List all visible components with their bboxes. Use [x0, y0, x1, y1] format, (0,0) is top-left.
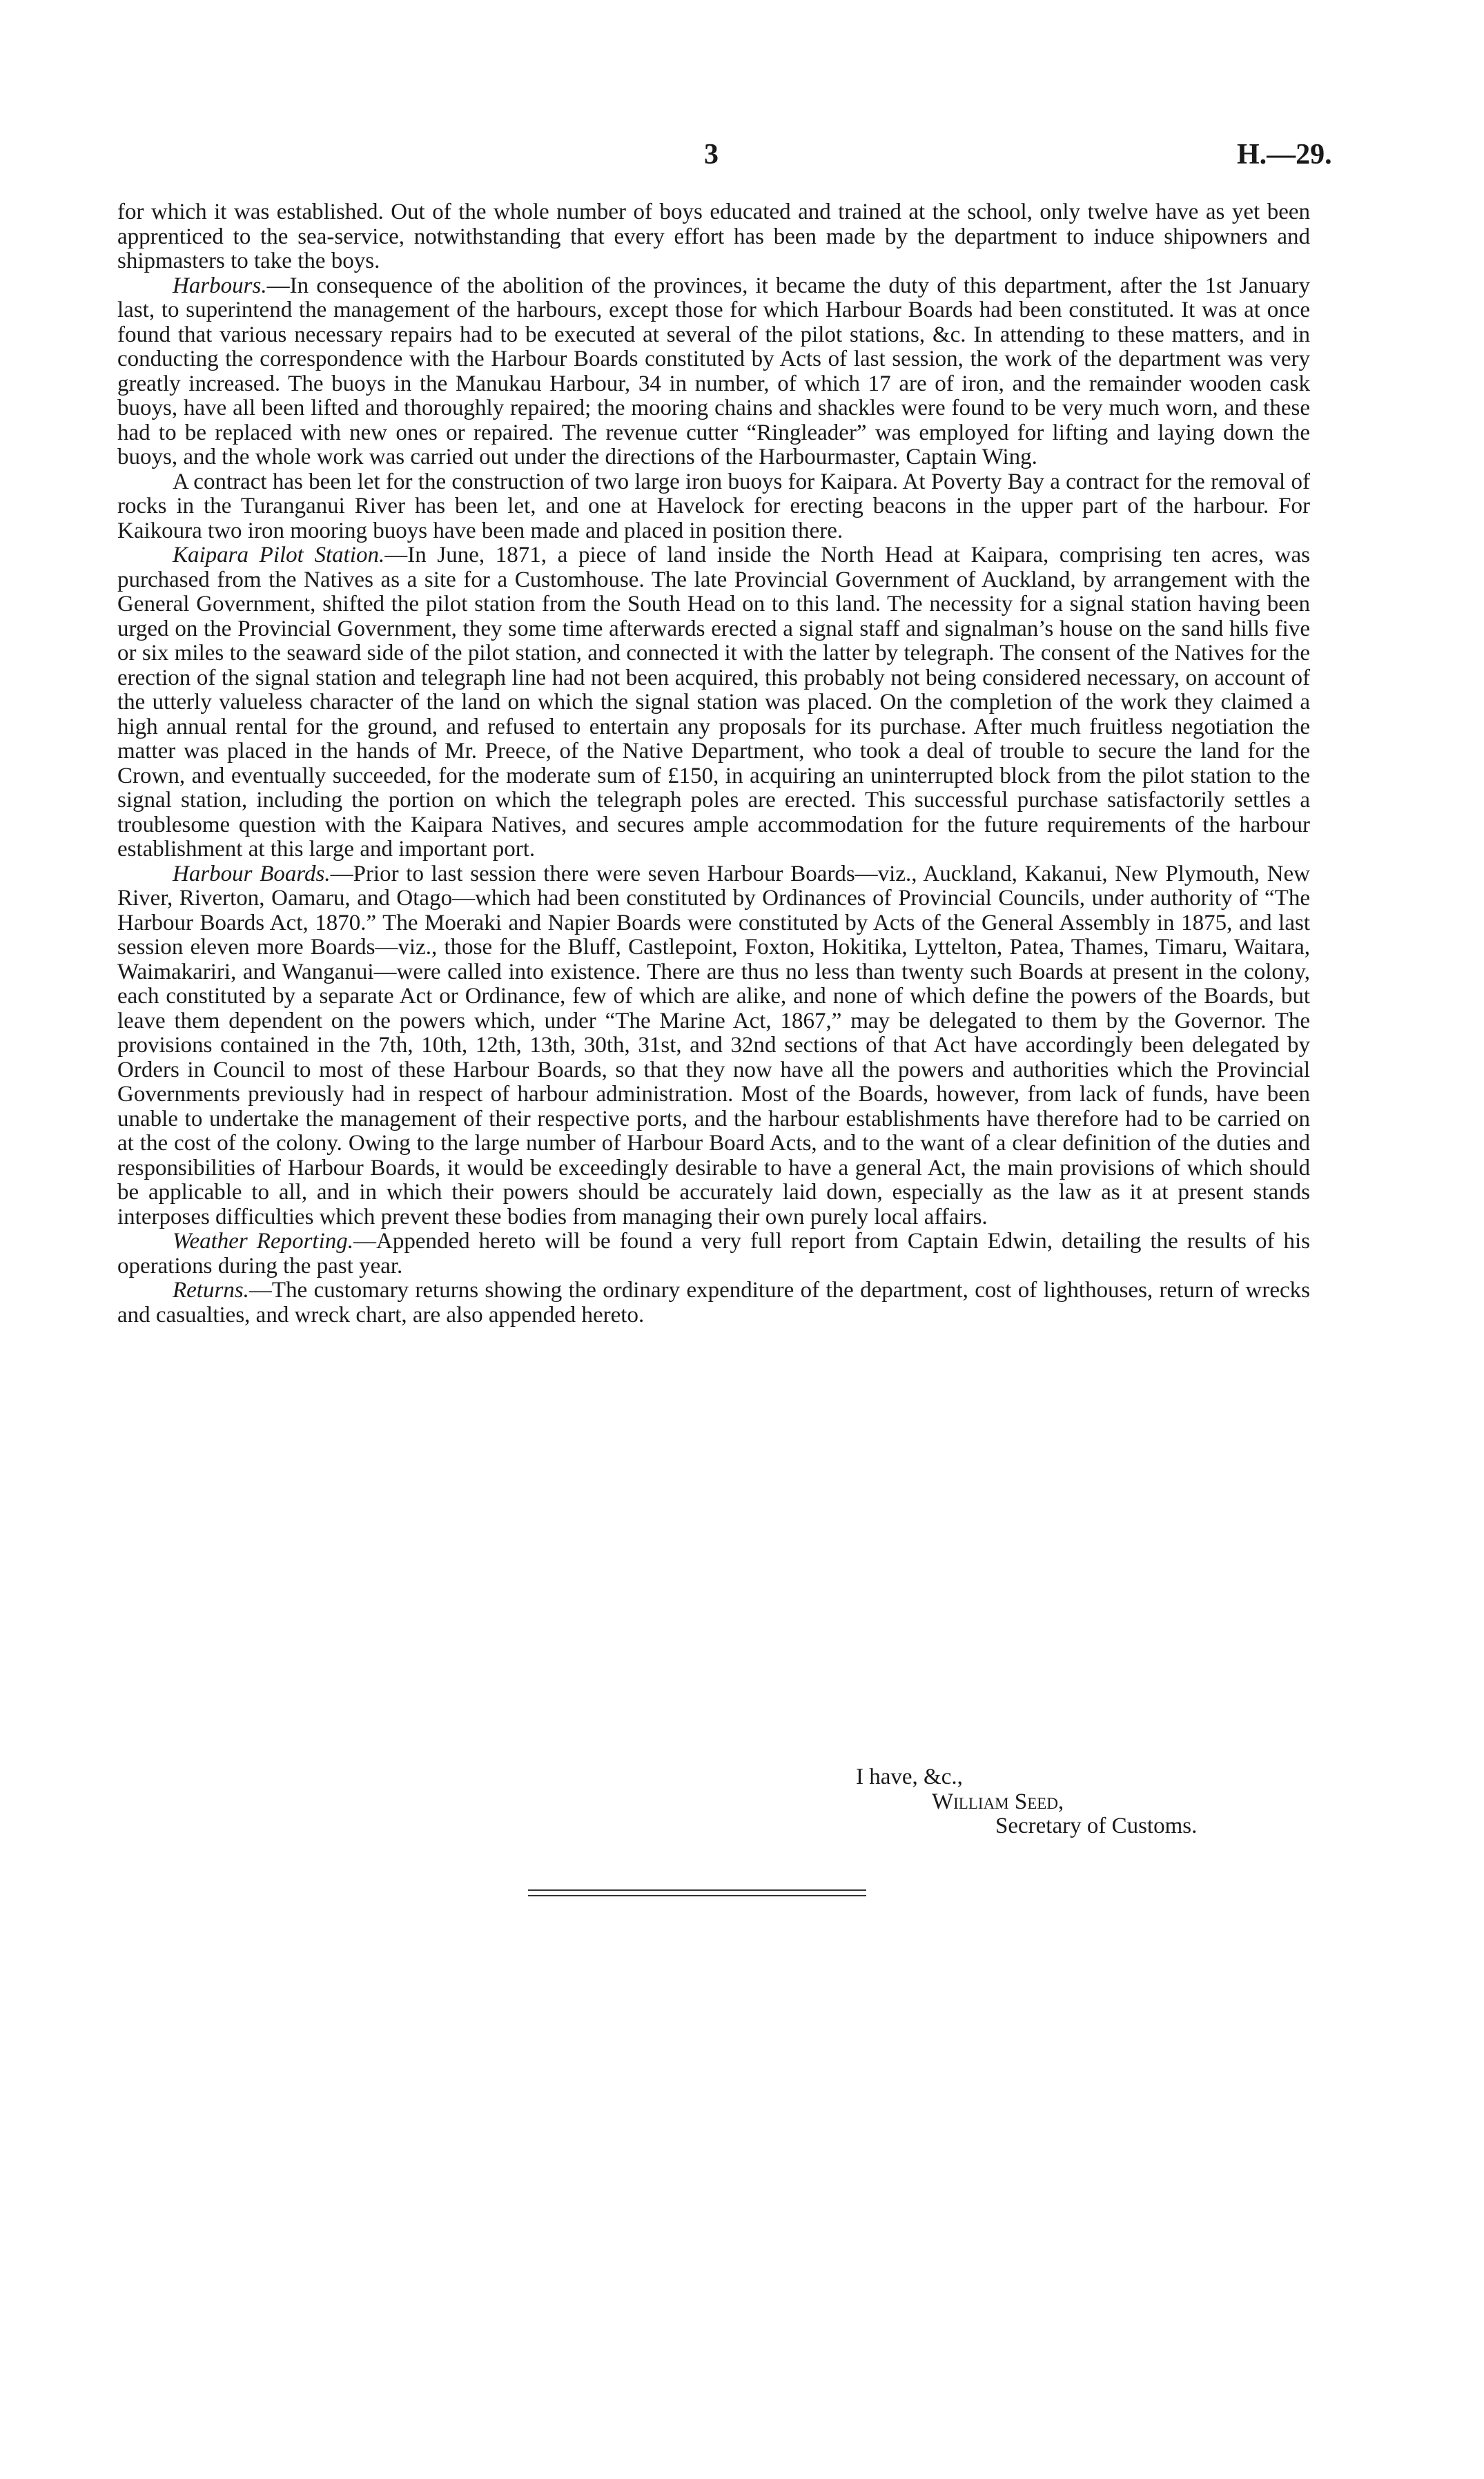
section-heading-kaipara-pilot-station: Kaipara Pilot Station.	[173, 543, 385, 567]
paragraph-text: —In consequence of the abolition of the provinces, it became the duty of this department, after the 1st January last, to superintend the management of the harbours, except those for which Harbour Boards had been constituted. It was at once found that various necessary repairs had to be executed at several of the pilot stations, &c. In attending to these matters, and in conducting the correspondence with the Harbour Boards constituted by Acts of last session, the work of the department was very greatly increased. The buoys in the Manukau Harbour, 34 in number, of which 17 are of iron, and the remainder wooden cask buoys, have all been lifted and thoroughly repaired; the mooring chains and shackles were found to be very much worn, and these had to be replaced with new ones or repaired. The revenue cutter “Ringleader” was employed for lifting and laying down the buoys, and the whole work was carried out under the directions of the Harbourmaster, Captain Wing.	[117, 273, 1310, 469]
paragraph-contracts	[117, 470, 1310, 544]
paragraph-returns	[117, 1279, 1310, 1328]
paragraph-text: —The customary returns showing the ordinary expenditure of the department, cost of lighthouses, return of wrecks and casualties, and wreck chart, are also appended hereto.	[117, 1278, 1310, 1328]
closing-rule-bottom	[528, 1895, 866, 1896]
paragraph-kaipara-pilot-station	[117, 543, 1310, 862]
paragraph-text: A contract has been let for the construction of two large iron buoys for Kaipara. At Poverty Bay a contract for the removal of rocks in the Turanganui River has been let, and one at Havelock for erecting beacons in the upper part of the harbour. For Kaikoura two iron mooring buoys have been made and placed in position there.	[117, 469, 1310, 543]
paragraph-text: —Prior to last session there were seven Harbour Boards—viz., Auckland, Kakanui, New Plymouth, New River, Riverton, Oamaru, and Otago—which had been constituted by Ordinances of Provincial Councils, under authority of “The Harbour Boards Act, 1870.” The Moeraki and Napier Boards were constituted by Acts of the General Assembly in 1875, and last session eleven more Boards—viz., those for the Bluff, Castlepoint, Foxton, Hokitika, Lyttelton, Patea, Thames, Timaru, Waitara, Waimakariri, and Wanganui—were called into existence. There are thus no less than twenty such Boards at present in the colony, each constituted by a separate Act or Ordinance, few of which are alike, and none of which define the powers of the Boards, but leave them dependent on the powers which, under “The Marine Act, 1867,” may be delegated to them by the Governor. The provisions contained in the 7th, 10th, 12th, 13th, 30th, 31st, and 32nd sections of that Act have accordingly been delegated by Orders in Council to most of these Harbour Boards, so that they now have all the powers and authorities which the Provincial Governments previously had in respect of harbour administration. Most of the Boards, however, from lack of funds, have been unable to undertake the management of their respective ports, and the harbour establishments have therefore had to be carried on at the cost of the colony. Owing to the large number of Harbour Board Acts, and to the want of a clear definition of the duties and responsibilities of Harbour Boards, it would be exceedingly desirable to have a general Act, the main provisions of which should be applicable to all, and in which their powers should be accurately laid down, especially as the law as it at present stands interposes difficulties which prevent these bodies from managing their own purely local affairs.	[117, 861, 1311, 1229]
signatory-title: Secretary of Customs.	[995, 1814, 1198, 1838]
section-heading-harbours: Harbours.	[173, 273, 267, 298]
paragraph-text: for which it was established. Out of the whole number of boys educated and trained at the school, only twelve have as yet been apprenticed to the sea-service, notwithstanding that every effort has been made by the department to induce shipowners and shipmasters to take the boys.	[117, 200, 1310, 273]
paragraph-harbours	[117, 274, 1310, 470]
closing-rule-top	[528, 1889, 866, 1891]
signature-block	[117, 1765, 1310, 1839]
document-reference: H.—29.	[1237, 139, 1332, 171]
section-heading-harbour-boards: Harbour Boards.	[173, 861, 331, 886]
closing-salutation: I have, &c.,	[856, 1765, 963, 1789]
signatory-name: William Seed,	[932, 1789, 1064, 1814]
section-heading-weather-reporting: Weather Reporting.	[173, 1229, 354, 1254]
section-heading-returns: Returns.	[173, 1278, 249, 1303]
paragraph-text: —Appended hereto will be found a very full report from Captain Edwin, detailing the results of his operations during the past year.	[117, 1229, 1311, 1279]
paragraph-school-apprentices	[117, 200, 1310, 274]
report-body	[117, 200, 1310, 1328]
page-number: 3	[704, 139, 719, 171]
paragraph-text: —In June, 1871, a piece of land inside the North Head at Kaipara, comprising ten acres, was purchased from the Natives as a site for a Customhouse. The late Provincial Government of Auckland, by arrangement with the General Government, shifted the pilot station from the South Head on to this land. The necessity for a signal station having been urged on the Provincial Government, they some time afterwards erected a signal staff and signalman’s house on the sand hills five or six miles to the seaward side of the pilot station, and connected it with the latter by telegraph. The consent of the Natives for the erection of the signal station and telegraph line had not been acquired, this probably not being considered necessary, on account of the utterly valueless character of the land on which the signal station was placed. On the completion of the work they claimed a high annual rental for the ground, and refused to entertain any proposals for its purchase. After much fruitless negotiation the matter was placed in the hands of Mr. Preece, of the Native Department, who took a deal of trouble to secure the land for the Crown, and eventually succeeded, for the moderate sum of £150, in acquiring an uninterrupted block from the pilot station to the signal station, including the portion on which the telegraph poles are erected. This successful purchase satisfactorily settles a troublesome question with the Kaipara Natives, and secures ample accommodation for the future requirements of the harbour establishment at this large and important port.	[117, 543, 1310, 862]
paragraph-harbour-boards	[117, 862, 1310, 1230]
paragraph-weather-reporting	[117, 1229, 1310, 1279]
